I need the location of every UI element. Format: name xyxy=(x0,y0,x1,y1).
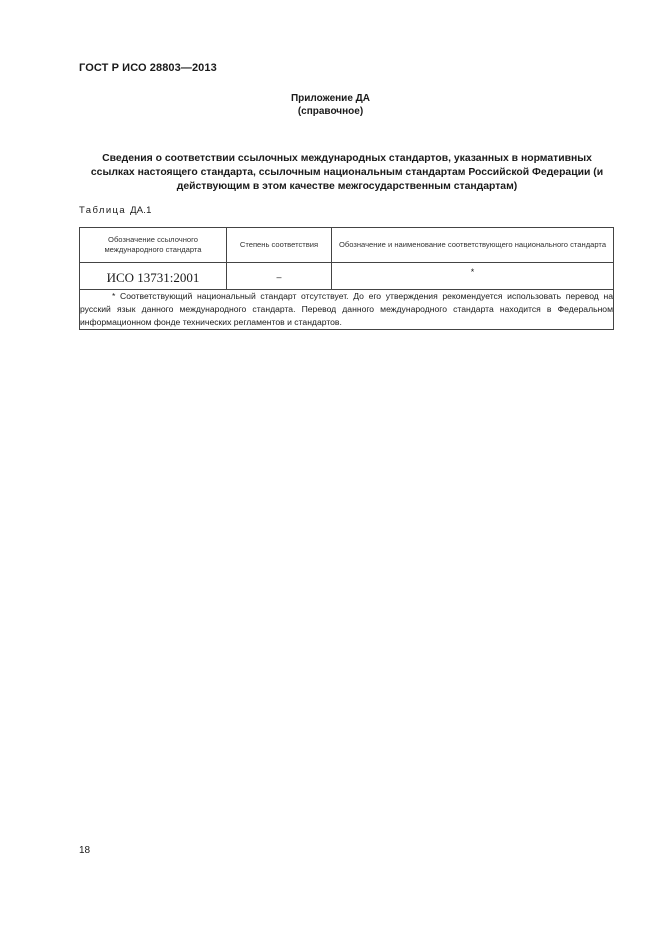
page-number: 18 xyxy=(79,845,91,856)
table-caption-number: ДА.1 xyxy=(130,205,152,216)
reference-table xyxy=(79,227,614,330)
table-header-row xyxy=(80,228,614,263)
cell-international-standard xyxy=(80,263,227,290)
degree-value: – xyxy=(276,272,282,282)
document-header: ГОСТ Р ИСО 28803—2013 xyxy=(79,62,217,74)
annex-subtitle: (справочное) xyxy=(297,106,364,117)
section-title: Сведения о соответствии ссылочных международных стандартов, указанных в нормативных ссылках настоящего стандарта, ссылочным национальным стандартам Российской Федерации (и действующим в этом качестве межгосударственным стандартам) xyxy=(90,153,604,192)
table-caption xyxy=(79,205,152,216)
cell-degree xyxy=(227,263,332,290)
column-header-international: Обозначение ссылочного международного стандарта xyxy=(80,228,227,263)
table-caption-word: Таблица xyxy=(79,205,127,216)
table-footnote-row xyxy=(80,290,614,330)
table-footnote-cell xyxy=(80,290,614,330)
international-standard-code: ИСО 13731:2001 xyxy=(106,270,200,285)
table-row xyxy=(80,263,614,290)
national-standard-value: * xyxy=(470,267,475,277)
table-footnote: * Соответствующий национальный стандарт отсутствует. До его утверждения рекомендуется использовать перевод на русский язык данного международного стандарта. Перевод данного международного стандарта находится в Федеральном информационном фонде технических регламентов и стандартов. xyxy=(80,291,613,327)
cell-national-standard xyxy=(332,263,614,290)
column-header-national: Обозначение и наименование соответствующего национального стандарта xyxy=(332,228,614,263)
annex-title: Приложение ДА xyxy=(290,93,371,104)
column-header-degree: Степень соответствия xyxy=(227,228,332,263)
annex-heading xyxy=(0,92,661,118)
